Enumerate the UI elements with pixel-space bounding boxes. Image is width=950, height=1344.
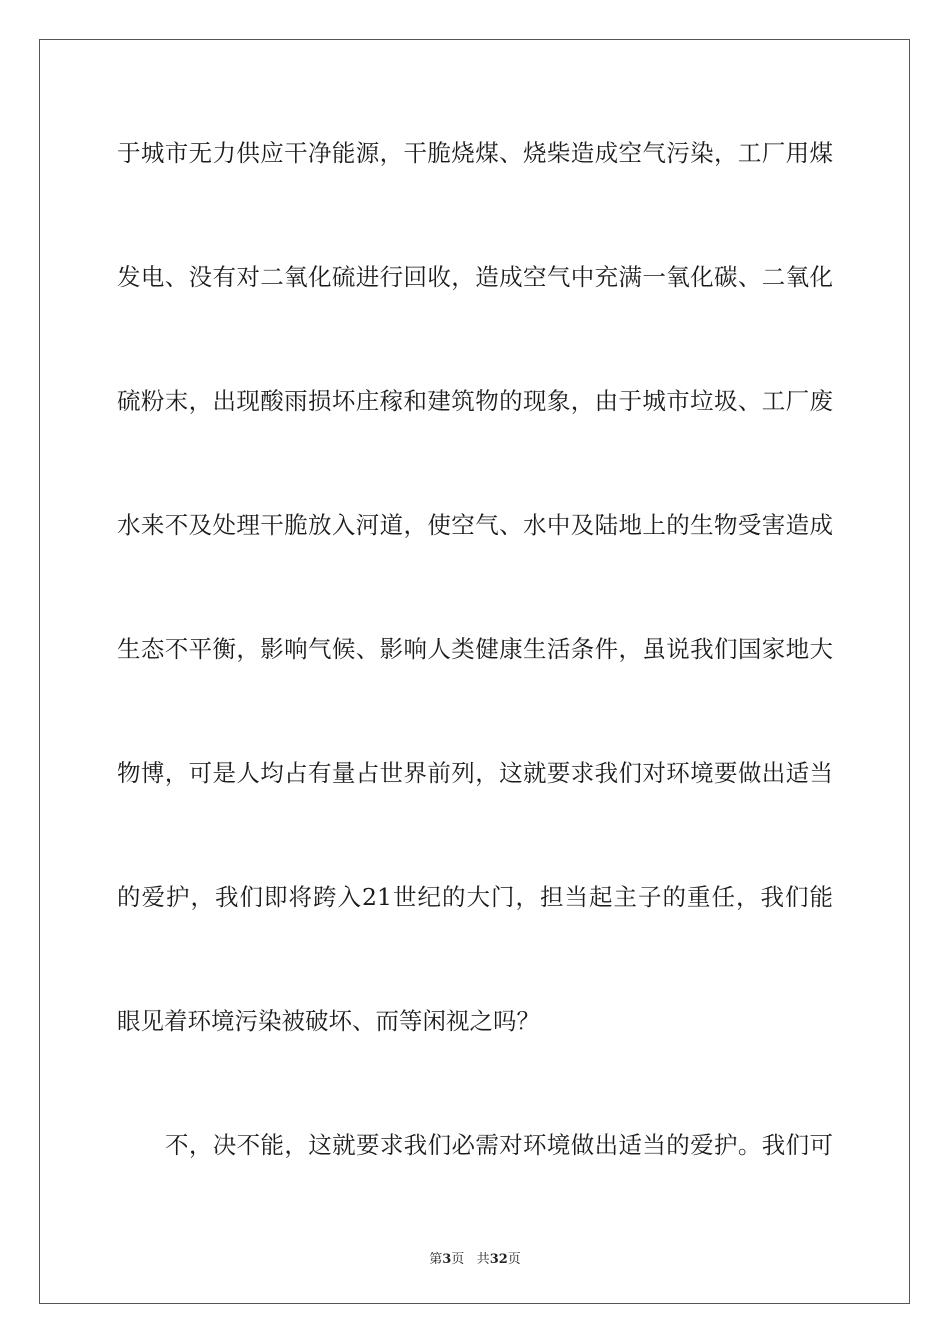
text-line: 的爱护，我们即将跨入21世纪的大门，担当起主子的重任，我们能 [117, 883, 833, 911]
total-pages: 32 [489, 1252, 508, 1267]
text-line: 于城市无力供应干净能源，干脆烧煤、烧柴造成空气污染，工厂用煤 [117, 139, 833, 167]
page-suffix: 页 [451, 1252, 465, 1267]
text-line: 物博，可是人均占有量占世界前列，这就要求我们对环境要做出适当 [117, 759, 833, 787]
text-line: 水来不及处理干脆放入河道，使空气、水中及陆地上的生物受害造成 [117, 511, 833, 539]
total-suffix: 页 [507, 1252, 521, 1267]
text-line: 发电、没有对二氧化硫进行回收，造成空气中充满一氧化碳、二氧化 [117, 263, 833, 291]
total-prefix: 共 [476, 1252, 490, 1267]
text-line: 生态不平衡，影响气候、影响人类健康生活条件，虽说我们国家地大 [117, 635, 833, 663]
page-footer [0, 1248, 950, 1267]
text-line-indented: 不，决不能，这就要求我们必需对环境做出适当的爱护。我们可 [165, 1131, 833, 1159]
text-line: 硫粉末，出现酸雨损坏庄稼和建筑物的现象，由于城市垃圾、工厂废 [117, 387, 833, 415]
page-number: 3 [442, 1252, 452, 1267]
page-prefix: 第 [429, 1252, 443, 1267]
text-line: 眼见着环境污染被破坏、而等闲视之吗？ [117, 1007, 540, 1035]
